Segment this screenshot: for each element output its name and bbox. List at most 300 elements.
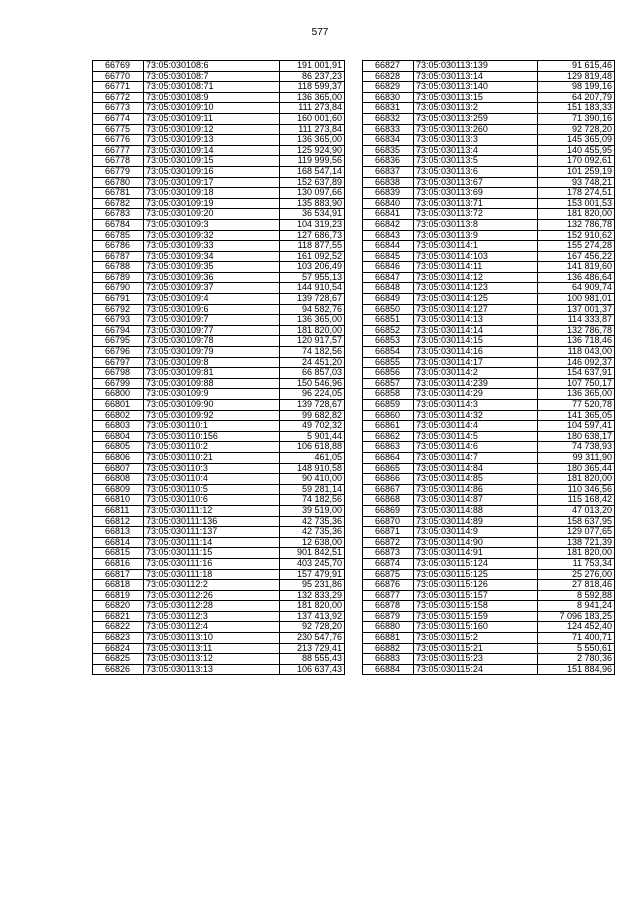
cadastral-number: 73:05:030114:84 [414,463,538,474]
table-row [93,113,345,124]
table-row [93,198,345,209]
cadastral-number: 73:05:030111:16 [144,558,280,569]
table-row [93,177,345,188]
cadastral-number: 73:05:030109:12 [144,124,280,135]
cadastral-value: 136 365,00 [538,389,615,400]
cadastral-number: 73:05:030115:125 [414,569,538,580]
cadastral-value: 148 910,58 [280,463,345,474]
table-row [93,442,345,453]
cadastral-number: 73:05:030110:5 [144,484,280,495]
row-number: 66793 [93,315,144,326]
cadastral-value: 99 311,90 [538,452,615,463]
row-number: 66850 [363,304,414,315]
cadastral-value: 106 637,43 [280,664,345,675]
cadastral-value: 153 001,53 [538,198,615,209]
cadastral-value: 25 276,00 [538,569,615,580]
row-number: 66773 [93,103,144,114]
cadastral-number: 73:05:030114:85 [414,474,538,485]
table-row [363,156,615,167]
table-row [93,209,345,220]
cadastral-number: 73:05:030113:69 [414,188,538,199]
cadastral-value: 181 820,00 [280,325,345,336]
cadastral-value: 49 702,32 [280,421,345,432]
cadastral-number: 73:05:030109:37 [144,283,280,294]
table-row [93,569,345,580]
cadastral-number: 73:05:030110:3 [144,463,280,474]
table-row [93,325,345,336]
cadastral-number: 73:05:030113:72 [414,209,538,220]
cadastral-value: 403 245,70 [280,558,345,569]
row-number: 66809 [93,484,144,495]
row-number: 66855 [363,357,414,368]
cadastral-value: 167 456,22 [538,251,615,262]
table-row [93,537,345,548]
cadastral-number: 73:05:030114:3 [414,400,538,411]
cadastral-number: 73:05:030113:14 [414,71,538,82]
table-row [363,442,615,453]
table-row [363,654,615,665]
row-number: 66864 [363,452,414,463]
cadastral-value: 86 237,23 [280,71,345,82]
row-number: 66784 [93,219,144,230]
row-number: 66779 [93,166,144,177]
cadastral-value: 157 479,91 [280,569,345,580]
cadastral-number: 73:05:030115:159 [414,611,538,622]
row-number: 66883 [363,654,414,665]
cadastral-value: 139 728,67 [280,400,345,411]
row-number: 66801 [93,400,144,411]
cadastral-value: 103 206,49 [280,262,345,273]
table-row [93,283,345,294]
cadastral-value: 11 753,34 [538,558,615,569]
row-number: 66828 [363,71,414,82]
cadastral-value: 118 877,55 [280,241,345,252]
cadastral-value: 136 365,00 [280,135,345,146]
cadastral-value: 180 365,44 [538,463,615,474]
cadastral-number: 73:05:030113:10 [144,633,280,644]
row-number: 66802 [93,410,144,421]
cadastral-number: 73:05:030109:88 [144,378,280,389]
cadastral-value: 151 183,33 [538,103,615,114]
table-row [363,283,615,294]
table-row [93,92,345,103]
cadastral-value: 12 638,00 [280,537,345,548]
cadastral-number: 73:05:030109:8 [144,357,280,368]
row-number: 66771 [93,82,144,93]
row-number: 66790 [93,283,144,294]
cadastral-value: 36 534,91 [280,209,345,220]
cadastral-value: 7 096 183,25 [538,611,615,622]
row-number: 66882 [363,643,414,654]
table-row [363,145,615,156]
cadastral-number: 73:05:030114:125 [414,294,538,305]
table-row [93,389,345,400]
table-row [363,611,615,622]
cadastral-value: 106 618,88 [280,442,345,453]
cadastral-number: 73:05:030113:67 [414,177,538,188]
cadastral-number: 73:05:030113:5 [414,156,538,167]
table-row [363,315,615,326]
table-row [363,262,615,273]
table-row [363,378,615,389]
cadastral-number: 73:05:030115:126 [414,580,538,591]
row-number: 66799 [93,378,144,389]
cadastral-value: 8 592,88 [538,590,615,601]
table-row [93,156,345,167]
cadastral-value: 152 910,62 [538,230,615,241]
cadastral-number: 73:05:030109:34 [144,251,280,262]
table-row [93,262,345,273]
table-row [363,92,615,103]
cadastral-value: 111 273,84 [280,103,345,114]
row-number: 66796 [93,347,144,358]
cadastral-value: 47 013,20 [538,505,615,516]
table-row [93,71,345,82]
cadastral-value: 160 001,60 [280,113,345,124]
cadastral-value: 90 410,00 [280,474,345,485]
table-row [93,82,345,93]
cadastral-number: 73:05:030113:8 [414,219,538,230]
cadastral-number: 73:05:030114:15 [414,336,538,347]
cadastral-value: 178 274,51 [538,188,615,199]
row-number: 66856 [363,368,414,379]
cadastral-number: 73:05:030114:6 [414,442,538,453]
cadastral-number: 73:05:030110:2 [144,442,280,453]
cadastral-value: 146 092,37 [538,357,615,368]
cadastral-number: 73:05:030109:17 [144,177,280,188]
row-number: 66808 [93,474,144,485]
cadastral-number: 73:05:030110:4 [144,474,280,485]
cadastral-value: 151 884,96 [538,664,615,675]
table-row [363,177,615,188]
table-row [93,664,345,675]
cadastral-number: 73:05:030114:7 [414,452,538,463]
table-row [93,558,345,569]
cadastral-number: 73:05:030113:3 [414,135,538,146]
table-row [363,113,615,124]
table-row [93,166,345,177]
row-number: 66839 [363,188,414,199]
table-row [363,431,615,442]
table-row [363,590,615,601]
cadastral-number: 73:05:030113:140 [414,82,538,93]
table-row [363,294,615,305]
table-row [93,294,345,305]
table-row [363,82,615,93]
row-number: 66878 [363,601,414,612]
cadastral-value: 42 735,36 [280,516,345,527]
cadastral-number: 73:05:030109:79 [144,347,280,358]
row-number: 66852 [363,325,414,336]
table-row [93,272,345,283]
table-row [93,633,345,644]
row-number: 66843 [363,230,414,241]
table-row [93,580,345,591]
cadastral-number: 73:05:030113:6 [414,166,538,177]
cadastral-value: 144 910,54 [280,283,345,294]
table-row [363,71,615,82]
cadastral-value: 120 917,57 [280,336,345,347]
table-row [93,463,345,474]
cadastral-value: 64 207,79 [538,92,615,103]
cadastral-value: 181 820,00 [538,209,615,220]
cadastral-value: 124 452,40 [538,622,615,633]
table-row [363,410,615,421]
table-row [93,622,345,633]
row-number: 66853 [363,336,414,347]
cadastral-value: 154 637,91 [538,368,615,379]
cadastral-value: 138 721,39 [538,537,615,548]
cadastral-value: 132 833,29 [280,590,345,601]
table-row [93,124,345,135]
cadastral-value: 104 597,41 [538,421,615,432]
table-row [363,241,615,252]
cadastral-number: 73:05:030109:78 [144,336,280,347]
cadastral-number: 73:05:030115:24 [414,664,538,675]
table-row [93,548,345,559]
row-number: 66788 [93,262,144,273]
cadastral-number: 73:05:030114:12 [414,272,538,283]
cadastral-table-left [92,60,345,675]
cadastral-value: 145 365,09 [538,135,615,146]
cadastral-value: 137 413,92 [280,611,345,622]
row-number: 66819 [93,590,144,601]
cadastral-number: 73:05:030109:81 [144,368,280,379]
row-number: 66860 [363,410,414,421]
cadastral-value: 98 199,16 [538,82,615,93]
cadastral-value: 130 097,66 [280,188,345,199]
table-row [363,209,615,220]
table-row [93,601,345,612]
cadastral-value: 2 780,36 [538,654,615,665]
row-number: 66874 [363,558,414,569]
row-number: 66774 [93,113,144,124]
table-row [93,410,345,421]
cadastral-number: 73:05:030114:123 [414,283,538,294]
cadastral-number: 73:05:030110:1 [144,421,280,432]
table-row [93,654,345,665]
cadastral-number: 73:05:030109:33 [144,241,280,252]
cadastral-value: 57 955,13 [280,272,345,283]
row-number: 66868 [363,495,414,506]
cadastral-number: 73:05:030109:77 [144,325,280,336]
cadastral-number: 73:05:030108:7 [144,71,280,82]
table-row [93,590,345,601]
cadastral-number: 73:05:030108:6 [144,61,280,72]
table-row [93,357,345,368]
cadastral-number: 73:05:030109:14 [144,145,280,156]
cadastral-number: 73:05:030113:2 [414,103,538,114]
row-number: 66872 [363,537,414,548]
row-number: 66795 [93,336,144,347]
cadastral-value: 118 599,37 [280,82,345,93]
cadastral-number: 73:05:030114:127 [414,304,538,315]
row-number: 66836 [363,156,414,167]
table-row [363,643,615,654]
cadastral-number: 73:05:030115:2 [414,633,538,644]
cadastral-value: 132 786,78 [538,219,615,230]
cadastral-value: 152 637,89 [280,177,345,188]
cadastral-value: 129 077,65 [538,527,615,538]
cadastral-value: 92 728,20 [280,622,345,633]
row-number: 66794 [93,325,144,336]
row-number: 66775 [93,124,144,135]
table-row [93,336,345,347]
table-row [363,537,615,548]
cadastral-value: 132 786,78 [538,325,615,336]
table-row [363,357,615,368]
table-row [363,325,615,336]
cadastral-number: 73:05:030113:11 [144,643,280,654]
cadastral-value: 71 400,71 [538,633,615,644]
row-number: 66772 [93,92,144,103]
cadastral-value: 118 043,00 [538,347,615,358]
table-row [363,219,615,230]
row-number: 66866 [363,474,414,485]
table-row [363,548,615,559]
row-number: 66777 [93,145,144,156]
row-number: 66877 [363,590,414,601]
table-row [93,315,345,326]
table-row [93,495,345,506]
row-number: 66791 [93,294,144,305]
row-number: 66871 [363,527,414,538]
table-row [93,188,345,199]
cadastral-number: 73:05:030110:6 [144,495,280,506]
row-number: 66876 [363,580,414,591]
cadastral-number: 73:05:030115:21 [414,643,538,654]
row-number: 66857 [363,378,414,389]
table-row [363,558,615,569]
cadastral-value: 95 231,86 [280,580,345,591]
cadastral-number: 73:05:030109:4 [144,294,280,305]
cadastral-number: 73:05:030109:20 [144,209,280,220]
table-row [363,516,615,527]
table-row [93,400,345,411]
cadastral-number: 73:05:030111:136 [144,516,280,527]
cadastral-value: 141 819,60 [538,262,615,273]
cadastral-value: 155 274,28 [538,241,615,252]
cadastral-value: 137 001,37 [538,304,615,315]
table-row [363,633,615,644]
cadastral-number: 73:05:030114:11 [414,262,538,273]
row-number: 66798 [93,368,144,379]
row-number: 66785 [93,230,144,241]
row-number: 66820 [93,601,144,612]
row-number: 66800 [93,389,144,400]
cadastral-number: 73:05:030113:139 [414,61,538,72]
table-row [93,251,345,262]
cadastral-number: 73:05:030109:7 [144,315,280,326]
table-row [363,527,615,538]
cadastral-value: 110 346,56 [538,484,615,495]
row-number: 66831 [363,103,414,114]
table-row [363,198,615,209]
cadastral-value: 181 820,00 [538,548,615,559]
row-number: 66875 [363,569,414,580]
table-row [363,463,615,474]
table-row [363,622,615,633]
cadastral-number: 73:05:030114:239 [414,378,538,389]
row-number: 66851 [363,315,414,326]
table-row [93,145,345,156]
row-number: 66845 [363,251,414,262]
cadastral-number: 73:05:030109:6 [144,304,280,315]
table-row [363,580,615,591]
row-number: 66846 [363,262,414,273]
table-row [363,336,615,347]
row-number: 66781 [93,188,144,199]
row-number: 66803 [93,421,144,432]
cadastral-number: 73:05:030109:9 [144,389,280,400]
cadastral-number: 73:05:030108:9 [144,92,280,103]
row-number: 66770 [93,71,144,82]
row-number: 66780 [93,177,144,188]
cadastral-number: 73:05:030114:13 [414,315,538,326]
cadastral-number: 73:05:030109:35 [144,262,280,273]
cadastral-value: 74 182,56 [280,495,345,506]
cadastral-number: 73:05:030111:137 [144,527,280,538]
cadastral-number: 73:05:030113:15 [414,92,538,103]
cadastral-number: 73:05:030112:3 [144,611,280,622]
cadastral-number: 73:05:030114:14 [414,325,538,336]
row-number: 66792 [93,304,144,315]
cadastral-value: 136 365,00 [280,315,345,326]
row-number: 66884 [363,664,414,675]
cadastral-value: 129 819,48 [538,71,615,82]
cadastral-number: 73:05:030109:18 [144,188,280,199]
row-number: 66867 [363,484,414,495]
row-number: 66822 [93,622,144,633]
cadastral-value: 170 092,61 [538,156,615,167]
row-number: 66870 [363,516,414,527]
cadastral-value: 91 615,46 [538,61,615,72]
cadastral-value: 5 901,44 [280,431,345,442]
row-number: 66821 [93,611,144,622]
table-row [93,611,345,622]
cadastral-value: 141 365,05 [538,410,615,421]
cadastral-value: 5 550,61 [538,643,615,654]
row-number: 66787 [93,251,144,262]
cadastral-number: 73:05:030110:21 [144,452,280,463]
row-number: 66879 [363,611,414,622]
cadastral-number: 73:05:030114:29 [414,389,538,400]
row-number: 66804 [93,431,144,442]
row-number: 66835 [363,145,414,156]
row-number: 66812 [93,516,144,527]
cadastral-number: 73:05:030109:19 [144,198,280,209]
cadastral-value: 127 686,73 [280,230,345,241]
cadastral-number: 73:05:030109:3 [144,219,280,230]
cadastral-value: 136 365,00 [280,92,345,103]
row-number: 66805 [93,442,144,453]
cadastral-value: 125 924,90 [280,145,345,156]
cadastral-number: 73:05:030111:14 [144,537,280,548]
table-row [93,516,345,527]
row-number: 66841 [363,209,414,220]
table-row [363,251,615,262]
row-number: 66797 [93,357,144,368]
table-row [363,272,615,283]
cadastral-number: 73:05:030115:124 [414,558,538,569]
row-number: 66827 [363,61,414,72]
cadastral-value: 213 729,41 [280,643,345,654]
table-row [93,347,345,358]
cadastral-value: 181 820,00 [538,474,615,485]
row-number: 66858 [363,389,414,400]
row-number: 66818 [93,580,144,591]
row-number: 66861 [363,421,414,432]
